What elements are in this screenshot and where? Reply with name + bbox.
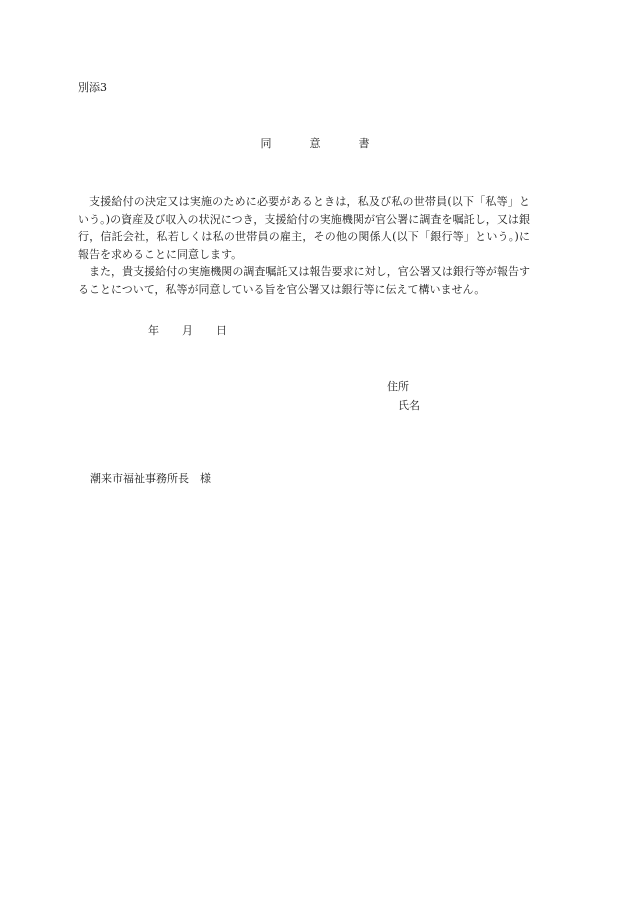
- year-label: 年: [148, 324, 159, 337]
- address-label: 住所: [387, 380, 409, 393]
- name-label: 氏名: [398, 399, 420, 412]
- consent-paragraph-1: 支援給付の決定又は実施のために必要があるときは，私及び私の世帯員(以下「私等」という。)の資産及び収入の状況につき，支援給付の実施機関が官公署に調査を嘱託し，又は銀行，信託会社，私若しくは私の世帯員の雇主，その他の関係人(以下「銀行等」という。)に報告を求めることに同意します。: [78, 195, 530, 261]
- attachment-label: 別添3: [78, 81, 107, 94]
- consent-paragraph-2: また，貴支援給付の実施機関の調査嘱託又は報告要求に対し，官公署又は銀行等が報告することについて，私等が同意している旨を官公署又は銀行等に伝えて構いません。: [78, 265, 530, 296]
- consent-body: [78, 193, 530, 299]
- addressee: 潮来市福祉事務所長 様: [90, 472, 211, 485]
- document-title: [0, 137, 630, 151]
- title-char-1: 同: [260, 137, 272, 150]
- date-line: [148, 324, 227, 338]
- title-char-3: 書: [358, 137, 370, 150]
- month-label: 月: [182, 324, 193, 337]
- title-char-2: 意: [309, 137, 321, 150]
- day-label: 日: [216, 324, 227, 337]
